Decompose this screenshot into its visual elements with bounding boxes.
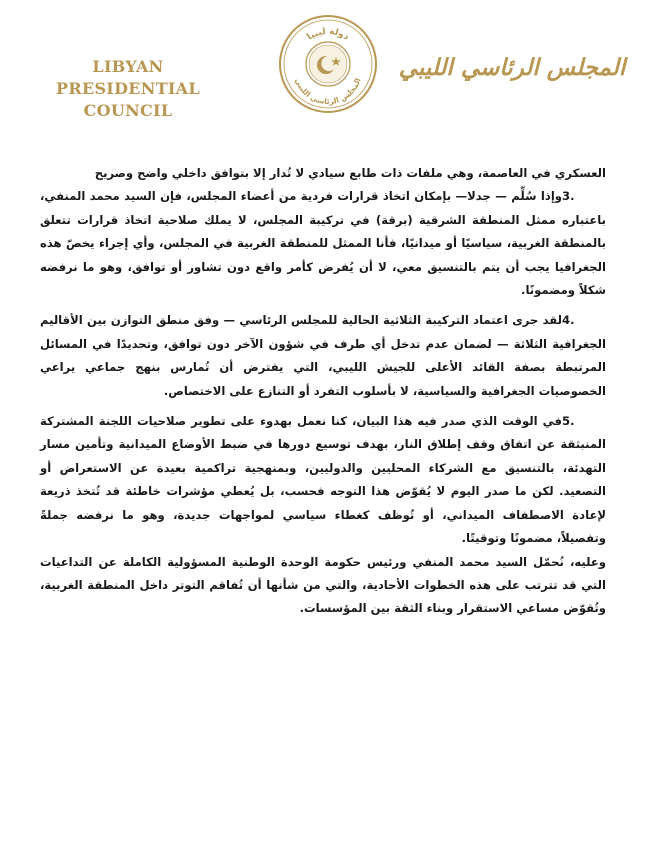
emblem-bottom-text: المجلس الرئاسي الليبي [293,76,363,107]
paragraph-4-number: 4. [562,313,575,328]
paragraph-3-text: وإذا سُلِّم — جدلا— بإمكان اتخاذ قرارات فردية من أعضاء المجلس، فإن السيد محمد المنفي، باعتباره ممثل المنطقة الشرقية (برقة) في تركيبة المجلس، لا يملك صلاحية اتخاذ قرارات تتعلق بالمنطقة الغربية، سياسيًا أو ميدانيًا، فأنا الممثل للمنطقة الغربية في المجلس، وأي إجراء يخصّ هذه الجغرافيا يجب أن يتم بالتنسيق معي، لا أن يُفرض كأمر واقع دون تشاور أو توافق، وهو ما نرفضه شكلاً ومضمونًا. [40,189,606,298]
paragraph-4-text: لقد جرى اعتماد التركيبة الثلاثية الحالية للمجلس الرئاسي — وفق منطق التوازن بين الأقاليم الجغرافية الثلاثة — لضمان عدم تدخل أي طرف في شؤون الآخر دون توافق، وتحديدًا في المسائل المرتبطة بصفة القائد الأعلى للجيش الليبي، التي يفترض أن تُمارس بنهج جماعي يراعي الخصوصيات الجغرافية والسياسية، لا بأسلوب التفرد أو التنازع على الاختصاص. [40,313,606,398]
paragraph-5-number: 5. [562,414,575,429]
paragraph-5 [40,410,606,550]
paragraph-3-number: 3. [562,189,575,204]
emblem-top-text: دولة ليبيا [305,26,351,43]
statement-body [40,162,606,621]
arabic-council-title: المجلس الرئاسي الليبي [398,54,626,81]
letterhead [0,0,652,120]
svg-text:دولة ليبيا [305,27,350,43]
paragraph-conclusion: وعليه، نُحمّل السيد محمد المنفي ورئيس حكومة الوحدة الوطنية المسؤولية الكاملة عن التداعيات التي قد تترتب على هذه الخطوات الأحادية، والتي من شأنها أن تُفاقم التوتر داخل المنطقة الغربية، وتُقوّض مساعي الاستقرار وبناء الثقة بين المؤسسات. [40,554,606,616]
paragraph-5-text: في الوقت الذي صدر فيه هذا البيان، كنا نعمل بهدوء على تطوير صلاحيات اللجنة المشتركة المنبثقة عن اتفاق وقف إطلاق النار، بهدف توسيع دورها في ضبط الأوضاع الميدانية وتأمين مسار التهدئة، بالتنسيق مع الشركاء المحليين والدوليين، وبمنهجية تراكمية بعيدة عن الاستعراض أو التصعيد. لكن ما صدر اليوم لا يُقوّض هذا التوجه فحسب، بل يُعطي مؤشرات خاطئة قد تُتخذ ذريعة لإعادة الاصطفاف الميداني، أو تُوظف كغطاء سياسي لمواجهات جديدة، وهو ما نرفضه جملةً وتفصيلاً، مضمونًا وتوقيتًا. [40,414,606,546]
english-title-line1: LIBYAN PRESIDENTIAL [56,57,200,98]
english-title-line2: COUNCIL [83,101,173,120]
paragraph-continuation: العسكري في العاصمة، وهي ملفات ذات طابع سيادي لا تُدار إلا بتوافق داخلي واضح وصريح [94,166,606,180]
paragraph-4 [40,309,606,403]
council-emblem-icon [278,14,378,114]
english-council-title [28,56,228,122]
paragraph-3 [40,185,606,302]
